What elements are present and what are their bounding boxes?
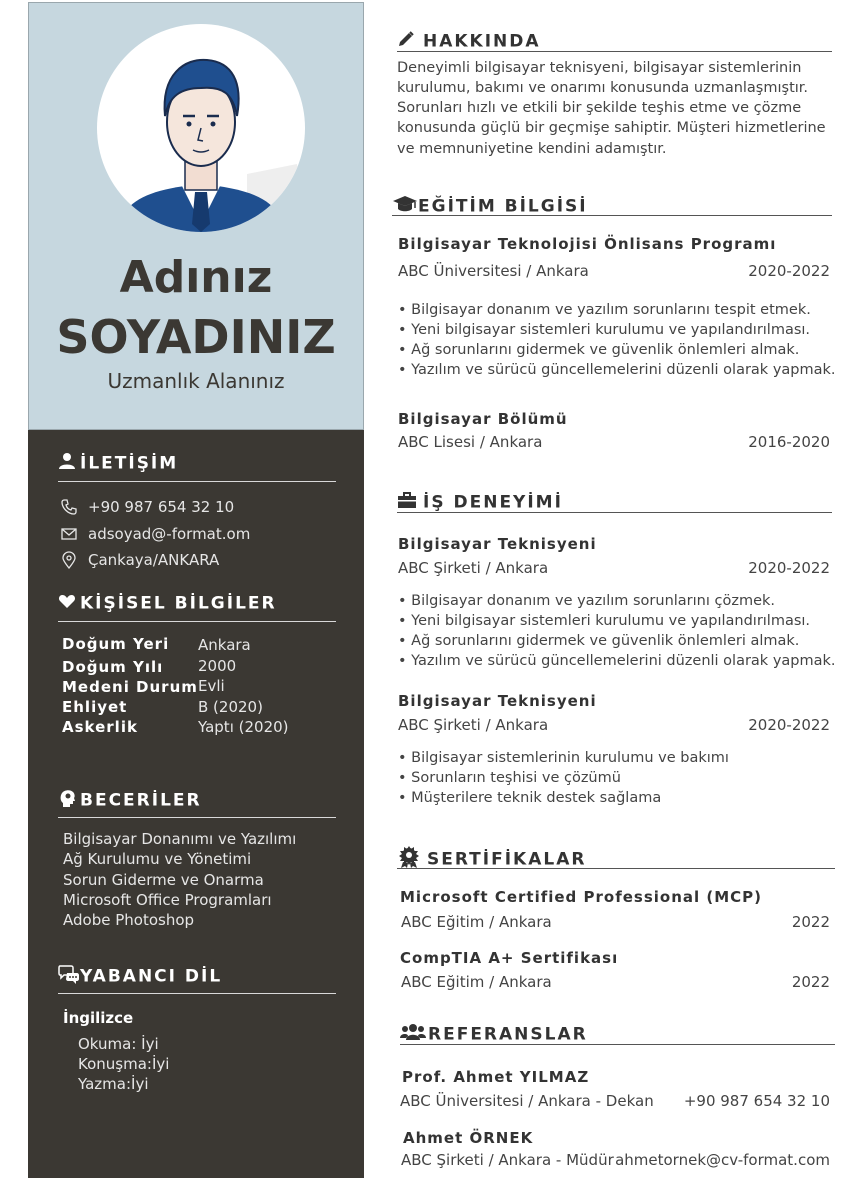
contact-email: adsoyad@-format.om [60, 525, 250, 543]
experience-heading: İŞ DENEYİMİ [397, 491, 832, 513]
first-name: Adınız [119, 252, 273, 303]
education-bullet: • Bilgisayar donanım ve yazılım sorunlarını tespit etmek. [398, 302, 811, 318]
education-heading: EĞİTİM BİLGİSİ [392, 194, 832, 216]
experience-bullet: • Sorunların teşhisi ve çözümü [398, 770, 621, 786]
avatar [97, 24, 305, 232]
reference-contact: ahmetornek@cv-format.com [615, 1151, 830, 1169]
education-bullet: • Yeni bilgisayar sistemleri kurulumu ve yapılandırılması. [398, 322, 810, 338]
skill-item: Microsoft Office Programları [63, 891, 272, 909]
personal-value: 2000 [198, 657, 237, 675]
personal-label: Doğum Yılı [62, 658, 164, 676]
personal-label: Doğum Yeri [62, 635, 170, 653]
experience-title: Bilgisayar Teknisyeni [398, 692, 597, 710]
skill-item: Sorun Giderme ve Onarma [63, 871, 264, 889]
education-bullet: • Yazılım ve sürücü güncellemelerini düzenli olarak yapmak. [398, 362, 836, 378]
phone-icon [60, 498, 78, 516]
head-gear-icon [58, 788, 80, 813]
experience-bullet: • Yeni bilgisayar sistemleri kurulumu ve yapılandırılması. [398, 613, 810, 629]
certificate-title: Microsoft Certified Professional (MCP) [400, 888, 763, 906]
language-level: Konuşma:İyi [78, 1055, 170, 1073]
reference-contact: +90 987 654 32 10 [683, 1092, 830, 1110]
language-level: Okuma: İyi [78, 1035, 159, 1053]
certificate-place: ABC Eğitim / Ankara [401, 913, 552, 931]
about-line: konusunda güçlü bir geçmişe sahiptir. Müşteri hizmetlerine [397, 120, 826, 136]
education-place: ABC Üniversitesi / Ankara [398, 262, 589, 280]
chat-bubbles-icon [58, 964, 80, 989]
about-line: ve memnuniyetine kendini adamıştır. [397, 141, 667, 157]
contact-heading: İLETİŞİM [58, 452, 336, 482]
last-name: SOYADINIZ [56, 310, 336, 364]
graduation-cap-icon [392, 194, 418, 219]
about-line: Sorunları hızlı ve etkili bir şekilde teşhis etme ve çözme [397, 100, 802, 116]
reference-name: Prof. Ahmet YILMAZ [402, 1068, 590, 1086]
personal-label: Askerlik [62, 718, 138, 736]
skill-item: Ağ Kurulumu ve Yönetimi [63, 850, 252, 868]
about-line: Deneyimli bilgisayar teknisyeni, bilgisayar sistemlerinin [397, 60, 802, 76]
skill-item: Adobe Photoshop [63, 911, 195, 929]
experience-place: ABC Şirketi / Ankara [398, 559, 549, 577]
education-date: 2016-2020 [748, 433, 830, 451]
experience-bullet: • Yazılım ve sürücü güncellemelerini düzenli olarak yapmak. [398, 653, 836, 669]
experience-date: 2020-2022 [748, 559, 830, 577]
briefcase-icon [397, 491, 423, 514]
experience-bullet: • Bilgisayar donanım ve yazılım sorunlarını çözmek. [398, 593, 775, 609]
experience-date: 2020-2022 [748, 716, 830, 734]
location-pin-icon [60, 551, 78, 569]
experience-bullet: • Bilgisayar sistemlerinin kurulumu ve bakımı [398, 750, 729, 766]
personal-label: Ehliyet [62, 698, 128, 716]
experience-title: Bilgisayar Teknisyeni [398, 535, 597, 553]
specialty: Uzmanlık Alanınız [107, 369, 285, 393]
personal-heading: KİŞİSEL BİLGİLER [58, 592, 336, 622]
experience-bullet: • Ağ sorunlarını gidermek ve güvenlik önlemleri almak. [398, 633, 799, 649]
about-heading: HAKKINDA [397, 30, 832, 52]
personal-value: Evli [198, 677, 225, 695]
education-place: ABC Lisesi / Ankara [398, 433, 543, 451]
experience-place: ABC Şirketi / Ankara [398, 716, 549, 734]
language-name: İngilizce [63, 1009, 134, 1027]
certificates-heading: SERTİFİKALAR [397, 845, 835, 869]
certificate-place: ABC Eğitim / Ankara [401, 973, 552, 991]
users-group-icon [400, 1023, 428, 1046]
personal-value: Ankara [198, 636, 251, 654]
envelope-icon [60, 525, 78, 543]
contact-location: Çankaya/ANKARA [60, 551, 219, 569]
skills-heading: BECERİLER [58, 788, 336, 818]
personal-label: Medeni Durum [62, 678, 198, 696]
education-title: Bilgisayar Bölümü [398, 410, 568, 428]
experience-bullet: • Müşterilere teknik destek sağlama [398, 790, 661, 806]
education-date: 2020-2022 [748, 262, 830, 280]
references-heading: REFERANSLAR [400, 1023, 835, 1045]
personal-value: B (2020) [198, 698, 263, 716]
user-icon [58, 452, 80, 475]
reference-org: ABC Üniversitesi / Ankara - Dekan [400, 1092, 654, 1110]
certificate-title: CompTIA A+ Sertifikası [400, 949, 619, 967]
contact-phone: +90 987 654 32 10 [60, 498, 234, 516]
heart-icon [58, 592, 80, 615]
education-title: Bilgisayar Teknolojisi Önlisans Programı [398, 235, 777, 253]
certificate-date: 2022 [791, 913, 830, 931]
pencil-icon [397, 30, 423, 53]
skill-item: Bilgisayar Donanımı ve Yazılımı [63, 830, 297, 848]
man-portrait-icon [97, 24, 305, 232]
languages-heading: YABANCI DİL [58, 964, 336, 994]
reference-org: ABC Şirketi / Ankara - Müdür [401, 1151, 614, 1169]
certificate-date: 2022 [791, 973, 830, 991]
award-gear-icon [397, 845, 427, 874]
personal-value: Yaptı (2020) [198, 718, 289, 736]
education-bullet: • Ağ sorunlarını gidermek ve güvenlik önlemleri almak. [398, 342, 799, 358]
reference-name: Ahmet ÖRNEK [403, 1129, 534, 1147]
language-level: Yazma:İyi [78, 1075, 149, 1093]
about-line: kurulumu, bakımı ve onarımı konusunda uzmanlaşmıştır. [397, 80, 809, 96]
